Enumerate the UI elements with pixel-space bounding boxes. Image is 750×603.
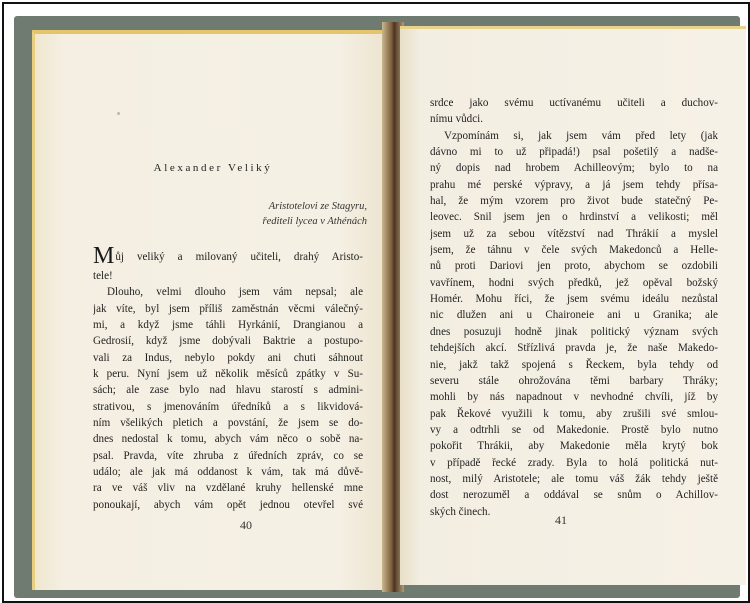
left-page-text: [93, 246, 363, 513]
dedication: [263, 199, 367, 229]
right-page-text: [430, 95, 718, 520]
text-line: vali za Indus, nebylo pokdy ani chuti sáhnout: [93, 351, 363, 364]
text-line: tele!: [93, 270, 113, 282]
dedication-line: řediteli lycea v Athénách: [262, 216, 367, 227]
text-line: dnes nedostal k tomu, abych vám něco o sobě na-: [93, 433, 363, 446]
text-line: srdce jako svému uctívanému učiteli a duchov-: [430, 97, 718, 109]
text-line: nů proti Dariovi jen proto, abychom se ozdobili: [430, 260, 718, 273]
text-line: ný dopis nad hrobem Achilleovým; bylo to na: [430, 162, 718, 175]
text-line: Dlouho, velmi dlouho jsem vám nepsal; ale: [107, 286, 363, 299]
page-number-left: 40: [240, 518, 252, 532]
book-photo: [2, 2, 750, 603]
text-line: hal, že mým vzorem pro život bude statečný Pe-: [430, 195, 718, 208]
text-line: jsem už za sebou vítězství nad Thrákií a myslel: [430, 227, 718, 240]
text-line: událo; ale jak má oddanost k vám, tak má důvě-: [93, 466, 363, 479]
text-line: psal. Pravda, víte zhruba z úředních zpráv, co se: [93, 449, 363, 462]
text-line: jak víte, byl jsem příliš zaměstnán věcmi válečný-: [93, 302, 363, 315]
text-line: pokořit Thrákii, aby Makedonie měla krytý bok: [430, 440, 718, 453]
text-line: vy a odtrhli se od Makedonie. Prostě bylo nutno: [430, 423, 718, 436]
text-line: tehdejších akcí. Střízlivá pravda je, že naše Makedo-: [430, 342, 718, 355]
text-line: Vzpomínám si, jak jsem vám před lety (jak: [444, 129, 718, 142]
text-line: nic dlužen ani u Chaironeie ani u Granika; ale: [430, 309, 718, 322]
text-line: Homér. Mohu říci, že jsem svému ideálu nezůstal: [430, 293, 718, 306]
text-line: ním všelikých pletich a povstání, že jsem se do-: [93, 417, 363, 430]
drop-cap: M: [93, 246, 115, 268]
text-line: ra ve váš vliv na vzdělané kruhy hellenské mne: [93, 482, 363, 495]
dedication-line: Aristotelovi ze Stagyru,: [268, 201, 367, 212]
text-line: mi, a když jsme táhli Hyrkánií, Drangianou a: [93, 319, 363, 332]
text-line: pak Řekové využili k tomu, aby zrušili své smlou-: [430, 407, 718, 420]
text-line: nímu vůdci.: [430, 113, 483, 126]
paper-speck: [117, 112, 120, 115]
chapter-heading: Alexander Veliký: [153, 162, 273, 174]
left-page: [32, 30, 391, 590]
text-line-rest: ůj veliký a milovaný učiteli, drahý Aristo-: [115, 251, 363, 263]
text-line: dost nerozuměl a oddával se snům o Achillov-: [430, 489, 718, 502]
text-line: mohli by nás napadnout v nevhodné chvíli, jíž by: [430, 391, 718, 404]
text-line: v případě řecké zrady. Byla to holá politická nut-: [430, 456, 718, 469]
text-line: strativou, s jmenováním úředníků a s likvidová-: [93, 400, 363, 413]
page-number-right: 41: [555, 513, 567, 527]
text-line: vavřínem, hodni svých předků, jež opěval božský: [430, 276, 718, 289]
text-line: prahu mé perské výpravy, a já jsem tehdy přísa-: [430, 178, 718, 191]
text-line: jsem, že táhnu v čele svých Makedonců a Helle-: [430, 244, 718, 257]
text-line: nost, milý Aristotele; ale tomu váš žák tehdy ještě: [430, 472, 718, 485]
text-line: severu stále ohrožována těmi barbary Thráky;: [430, 374, 718, 387]
text-line: ských činech.: [430, 505, 491, 518]
text-line: k peru. Nyní jsem už několik měsíců zpátky v Su-: [93, 368, 363, 381]
text-line: Gedrosií, když jsme dobývali Baktrie a postupo-: [93, 335, 363, 348]
text-line: dnes posuzuji hodně jinak politický význam svých: [430, 325, 718, 338]
text-line: ponoukají, abych vám opět jednou otevřel své: [93, 498, 363, 511]
text-line: leovec. Snil jsem jen o hrdinství a velikosti; měl: [430, 211, 718, 224]
text-line: sách; ale zase bylo nad hlavu starostí s admini-: [93, 384, 363, 397]
right-page: [400, 26, 746, 585]
text-line: nie, jakž takž spojená s Řeckem, byla tehdy od: [430, 358, 718, 371]
text-line: dávno mi to už připadá!) psal pošetilý a nadše-: [430, 146, 718, 159]
text-line: [93, 246, 363, 268]
